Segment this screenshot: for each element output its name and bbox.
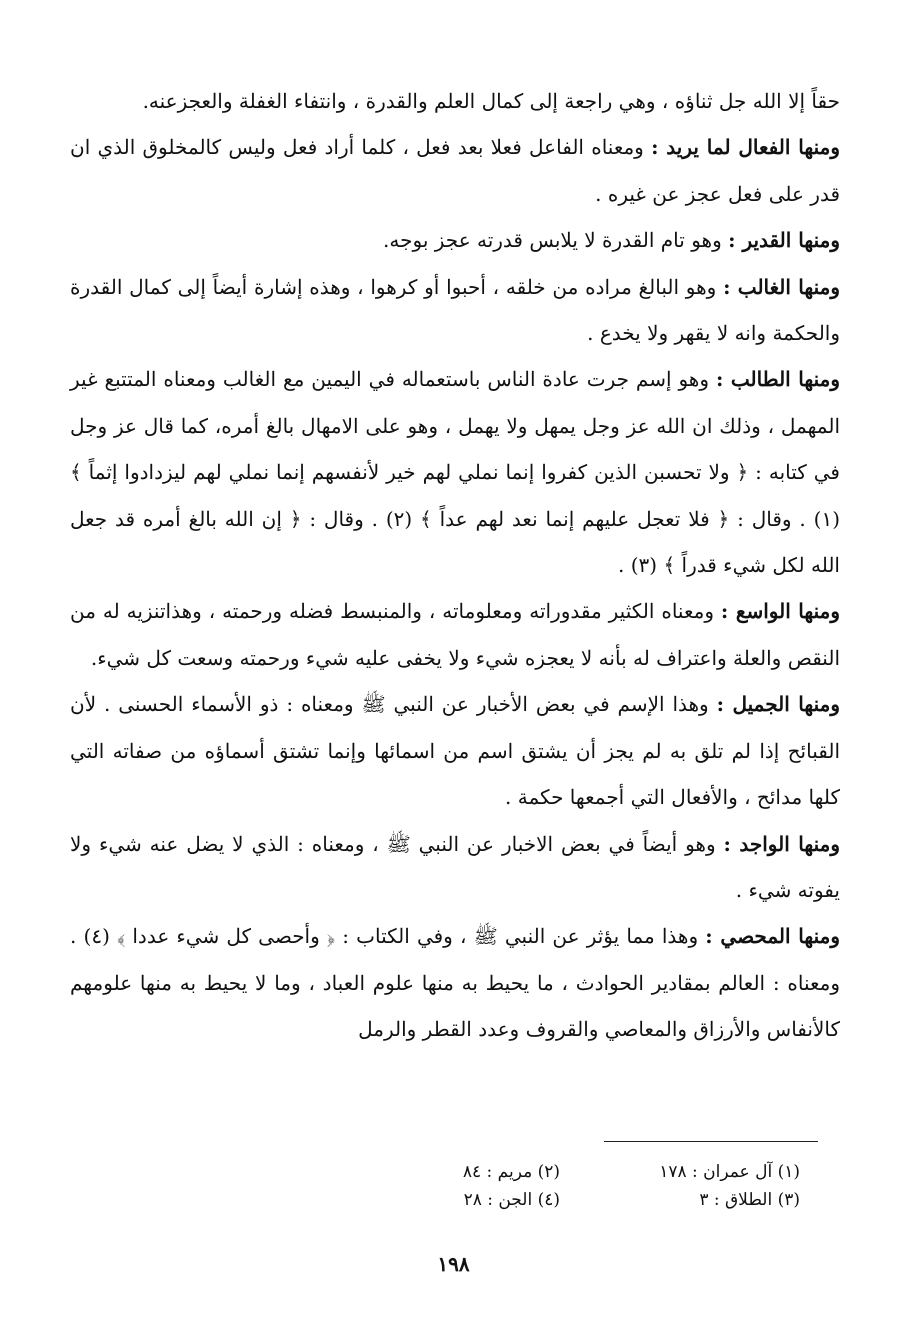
footnote-1: (١) آل عمران : ١٧٨: [659, 1162, 800, 1182]
paragraph: [70, 681, 840, 820]
paragraph: [70, 78, 840, 124]
footnote-3: (٣) الطلاق : ٣: [699, 1190, 800, 1210]
footnote-2: (٢) مريم : ٨٤: [462, 1162, 560, 1182]
paragraph-text: وهو أيضاً في بعض الاخبار عن النبي ﷺ ، ومعناه : الذي لا يضل عنه شيء ولا يفوته شيء .: [70, 831, 840, 902]
paragraph-text: وهو البالغ مراده من خلقه ، أحبوا أو كرهوا ، وهذه إشارة أيضاً إلى كمال القدرة والحكمة وانه لا يقهر ولا يخدع .: [70, 274, 840, 346]
paragraph-text: حقاً إلا الله جل ثناؤه ، وهي راجعة إلى كمال العلم والقدرة ، وانتفاء الغفلة والعجزعنه.: [142, 89, 840, 113]
term-heading: ومنها الفعال لما يريد :: [651, 135, 840, 160]
paragraph: [70, 356, 840, 588]
term-heading: ومنها الواجد :: [723, 831, 840, 856]
paragraph-text: وهو تام القدرة لا يلابس قدرته عجز بوجه.: [383, 228, 729, 253]
body-text: [70, 78, 840, 1053]
page-number: ١٩٨: [437, 1252, 470, 1276]
term-heading: ومنها الجميل :: [716, 692, 840, 717]
term-heading: ومنها القدير :: [728, 228, 840, 253]
paragraph: [70, 821, 840, 914]
paragraph-text: وهذا مما يؤثر عن النبي ﷺ ، وفي الكتاب : ﴿ وأحصى كل شيء عددا ﴾ (٤) . ومعناه : العالم بمقادير الحوادث ، ما يحيط به منها علوم العباد ، وما لا يحيط به منها علومهم كالأنفاس والأرزاق والمعاصي والقروف وعدد القطر والرمل: [70, 924, 840, 1042]
paragraph: [70, 217, 840, 263]
footnote-4: (٤) الجن : ٢٨: [463, 1190, 560, 1210]
paragraph-text: وهو إسم جرت عادة الناس باستعماله في اليمين مع الغالب ومعناه المتتبع غير المهمل ، وذلك ان الله عز وجل يمهل ولا يهمل ، وهو على الامهال بالغ أمره، كما قال عز وجل في كتابه : ﴿ ولا تحسبن الذين كفروا إنما نملي لهم خير لأنفسهم إنما نملي لهم ليزدادوا إثماً ﴾ (١) . وقال : ﴿ فلا تعجل عليهم إنما نعد لهم عداً ﴾ (٢) . وقال : ﴿ إن الله بالغ أمره قد جعل الله لكل شيء قدراً ﴾ (٣) .: [70, 367, 840, 578]
term-heading: ومنها المحصي :: [705, 924, 840, 949]
paragraph-text: ومعناه الكثير مقدوراته ومعلوماته ، والمنبسط فضله ورحمته ، وهذاتنزيه له من النقص والعلة واعتراف له بأنه لا يعجزه شيء ولا يخفى عليه شيء ورحمته وسعت كل شيء.: [70, 599, 840, 670]
footnote-column-right: [580, 1158, 800, 1214]
footnote-divider: [604, 1141, 818, 1142]
paragraph: [70, 264, 840, 357]
paragraph: [70, 588, 840, 681]
term-heading: ومنها الغالب :: [723, 274, 841, 299]
paragraph-text: ومعناه الفاعل فعلا بعد فعل ، كلما أراد فعل وليس كالمخلوق الذي ان قدر على فعل عجز عن غيره .: [70, 135, 840, 206]
paragraph: [70, 124, 840, 217]
paragraph: [70, 913, 840, 1052]
footnote-column-left: [340, 1158, 560, 1214]
paragraph-text: وهذا الإسم في بعض الأخبار عن النبي ﷺ ومعناه : ذو الأسماء الحسنى . لأن القبائح إذا لم تلق به لم يجز أن يشتق اسم من اسمائها وإنما تشتق أسماؤه من صفاته التي كلها مدائح ، والأفعال التي أجمعها حكمة .: [70, 692, 840, 810]
term-heading: ومنها الواسع :: [720, 599, 841, 624]
term-heading: ومنها الطالب :: [715, 367, 840, 392]
